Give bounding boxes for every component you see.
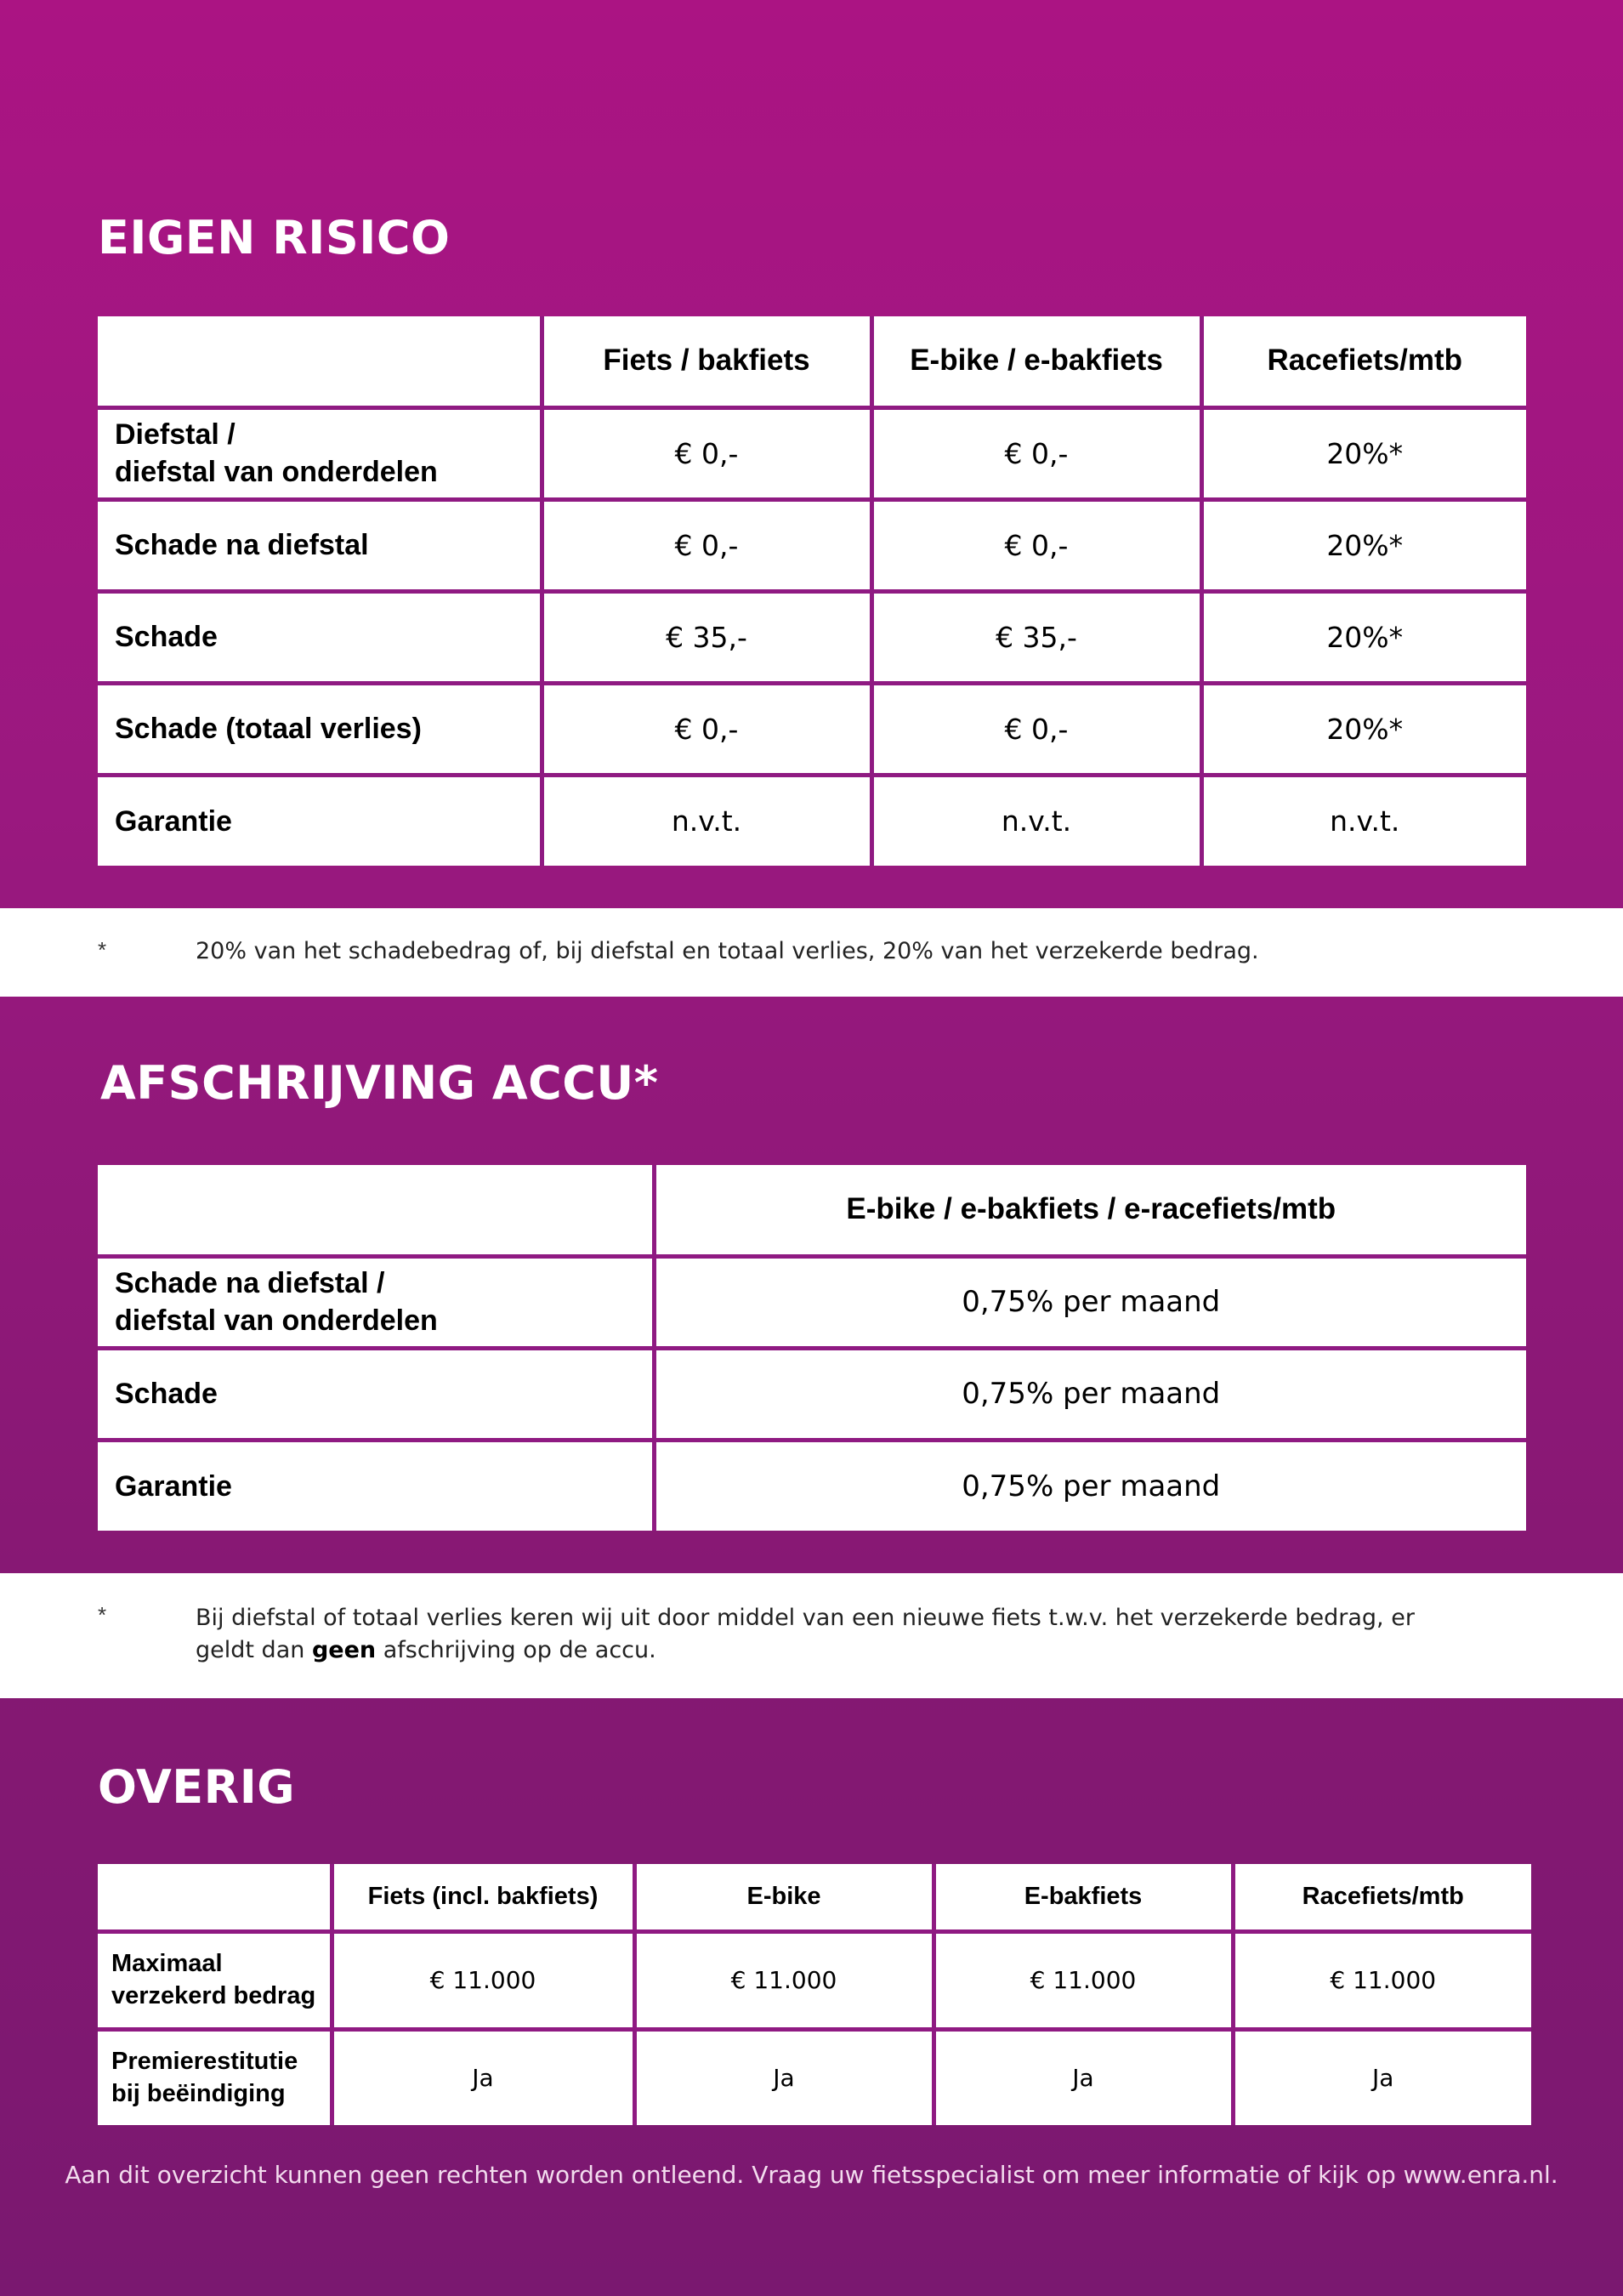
row-label: Schade (totaal verlies)	[98, 683, 542, 775]
value-cell: € 0,-	[542, 499, 871, 591]
table-header-row	[98, 1165, 1526, 1256]
value-cell: € 11.000	[934, 1931, 1233, 2029]
eigen-risico-title: EIGEN RISICO	[98, 211, 451, 264]
afschrijving-accu-table	[98, 1165, 1526, 1531]
value-cell: 20%*	[1201, 407, 1526, 499]
value-cell: € 0,-	[871, 499, 1201, 591]
value-cell: 0,75% per maand	[654, 1440, 1526, 1531]
table-row	[98, 591, 1526, 683]
value-cell: 20%*	[1201, 683, 1526, 775]
table-row	[98, 1256, 1526, 1348]
row-label: Schade na diefstal	[98, 499, 542, 591]
value-cell: n.v.t.	[542, 775, 871, 866]
header-cell: E-bakfiets	[934, 1864, 1233, 1931]
row-label: Premierestitutie bij beëindiging	[98, 2029, 332, 2125]
value-cell: € 11.000	[634, 1931, 934, 2029]
table-row	[98, 2029, 1531, 2125]
value-cell: Ja	[332, 2029, 634, 2125]
row-label: Garantie	[98, 1440, 654, 1531]
value-cell: € 11.000	[1233, 1931, 1531, 2029]
value-cell: € 35,-	[871, 591, 1201, 683]
table-header-row	[98, 1864, 1531, 1931]
table-row	[98, 1440, 1526, 1531]
header-cell: Fiets / bakfiets	[542, 316, 871, 407]
value-cell: n.v.t.	[1201, 775, 1526, 866]
overig-title: OVERIG	[98, 1760, 296, 1814]
value-cell: 0,75% per maand	[654, 1256, 1526, 1348]
row-label: Garantie	[98, 775, 542, 866]
header-cell-empty	[98, 1165, 654, 1256]
footnote-text: 20% van het schadebedrag of, bij diefstal en totaal verlies, 20% van het verzekerde bedrag.	[196, 938, 1259, 964]
eigen-risico-table	[98, 316, 1526, 866]
value-cell: € 0,-	[542, 407, 871, 499]
row-label: Schade na diefstal / diefstal van onderdelen	[98, 1256, 654, 1348]
value-cell: 20%*	[1201, 591, 1526, 683]
row-label: Schade	[98, 591, 542, 683]
header-cell: Racefiets/mtb	[1233, 1864, 1531, 1931]
row-label: Schade	[98, 1348, 654, 1440]
footnote-marker: *	[98, 1602, 107, 1628]
value-cell: Ja	[634, 2029, 934, 2125]
value-cell: 0,75% per maand	[654, 1348, 1526, 1440]
footnote-text: Bij diefstal of totaal verlies keren wij uit door middel van een nieuwe fiets t.w.v. het verzekerde bedrag, er geldt dan geen afschrijving op de accu.	[196, 1605, 1415, 1663]
table-row	[98, 775, 1526, 866]
eigen-risico-footnote	[0, 908, 1623, 997]
value-cell: 20%*	[1201, 499, 1526, 591]
footer-disclaimer: Aan dit overzicht kunnen geen rechten worden ontleend. Vraag uw fietsspecialist om meer informatie of kijk op www.enra.nl.	[65, 2161, 1558, 2189]
header-cell-empty	[98, 316, 542, 407]
value-cell: € 11.000	[332, 1931, 634, 2029]
footnote-bold: geen	[311, 1636, 377, 1663]
header-cell: E-bike / e-bakfiets	[871, 316, 1201, 407]
table-row	[98, 499, 1526, 591]
header-cell: Racefiets/mtb	[1201, 316, 1526, 407]
value-cell: € 35,-	[542, 591, 871, 683]
table-row	[98, 407, 1526, 499]
table-row	[98, 1348, 1526, 1440]
value-cell: n.v.t.	[871, 775, 1201, 866]
header-cell: Fiets (incl. bakfiets)	[332, 1864, 634, 1931]
overig-table	[98, 1864, 1531, 2125]
header-cell-empty	[98, 1864, 332, 1931]
value-cell: € 0,-	[542, 683, 871, 775]
table-header-row	[98, 316, 1526, 407]
row-label: Maximaal verzekerd bedrag	[98, 1931, 332, 2029]
value-cell: € 0,-	[871, 407, 1201, 499]
value-cell: € 0,-	[871, 683, 1201, 775]
afschrijving-accu-title: AFSCHRIJVING ACCU*	[100, 1056, 659, 1110]
afschrijving-accu-footnote	[0, 1573, 1623, 1698]
footnote-marker: *	[98, 937, 107, 963]
table-row	[98, 1931, 1531, 2029]
header-cell: E-bike / e-bakfiets / e-racefiets/mtb	[654, 1165, 1526, 1256]
table-row	[98, 683, 1526, 775]
value-cell: Ja	[1233, 2029, 1531, 2125]
header-cell: E-bike	[634, 1864, 934, 1931]
value-cell: Ja	[934, 2029, 1233, 2125]
row-label: Diefstal / diefstal van onderdelen	[98, 407, 542, 499]
